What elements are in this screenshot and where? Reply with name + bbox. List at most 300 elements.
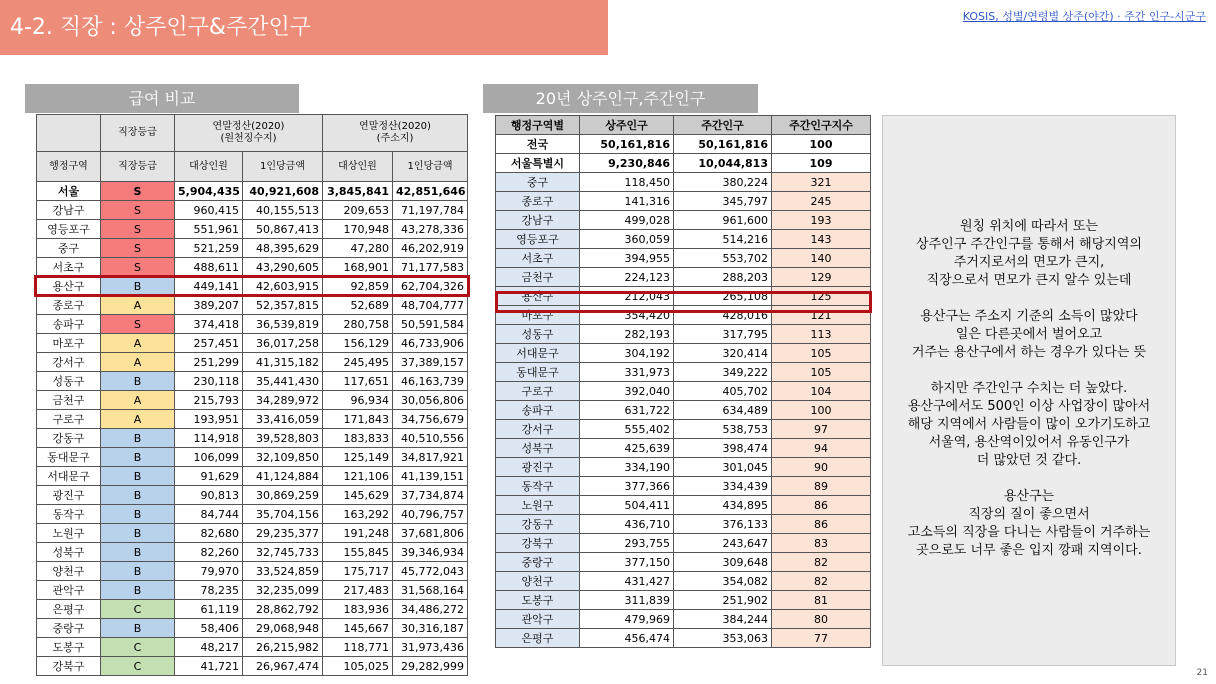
table-cell: 125,149 [323, 448, 393, 467]
table-cell: 서울특별시 [496, 154, 580, 173]
table-cell: 79,970 [175, 562, 243, 581]
table-cell: 96,934 [323, 391, 393, 410]
grade-cell: A [101, 391, 175, 410]
table-cell: 영등포구 [37, 220, 101, 239]
table-cell: 301,045 [674, 458, 772, 477]
table-row [496, 610, 871, 629]
page-number: 21 [1196, 668, 1208, 678]
table-cell: 140 [772, 249, 871, 268]
table-row [37, 201, 468, 220]
table-cell: 82,260 [175, 543, 243, 562]
table-row [37, 562, 468, 581]
table-row [37, 258, 468, 277]
table-cell: 41,721 [175, 657, 243, 676]
table-cell: 은평구 [496, 629, 580, 648]
table-row [496, 363, 871, 382]
table-cell: 449,141 [175, 277, 243, 296]
salary-header-cell: 대상인원 [175, 152, 243, 182]
table-cell: 46,733,906 [393, 334, 468, 353]
yongsan-highlight-left [34, 275, 470, 297]
table-cell: 155,845 [323, 543, 393, 562]
table-cell: 영등포구 [496, 230, 580, 249]
table-cell: 551,961 [175, 220, 243, 239]
table-row [37, 600, 468, 619]
table-cell: 163,292 [323, 505, 393, 524]
salary-header-cell: 행정구역 [37, 152, 101, 182]
table-cell: 서대문구 [37, 467, 101, 486]
table-cell: 117,651 [323, 372, 393, 391]
table-cell: 380,224 [674, 173, 772, 192]
table-cell: 86 [772, 515, 871, 534]
table-cell: 강서구 [37, 353, 101, 372]
table-cell: 50,161,816 [580, 135, 674, 154]
table-cell: 34,486,272 [393, 600, 468, 619]
table-cell: 90,813 [175, 486, 243, 505]
table-row [37, 638, 468, 657]
table-cell: 145,629 [323, 486, 393, 505]
table-cell: 중랑구 [37, 619, 101, 638]
table-cell: 209,653 [323, 201, 393, 220]
table-cell: 634,489 [674, 401, 772, 420]
table-cell: 36,017,258 [243, 334, 323, 353]
table-cell: 31,568,164 [393, 581, 468, 600]
table-cell: 317,795 [674, 325, 772, 344]
table-cell: 504,411 [580, 496, 674, 515]
table-cell: 92,859 [323, 277, 393, 296]
table-cell: 479,969 [580, 610, 674, 629]
table-cell: 41,124,884 [243, 467, 323, 486]
grade-cell: B [101, 277, 175, 296]
table-cell: 377,366 [580, 477, 674, 496]
population-table [495, 115, 871, 648]
table-cell: 125 [772, 287, 871, 306]
table-cell: 384,244 [674, 610, 772, 629]
table-cell: 377,150 [580, 553, 674, 572]
table-cell: 45,772,043 [393, 562, 468, 581]
table-cell: 43,278,336 [393, 220, 468, 239]
table-cell: 251,902 [674, 591, 772, 610]
salary-header-cell: 1인당금액 [243, 152, 323, 182]
table-cell: 송파구 [37, 315, 101, 334]
table-cell: 77 [772, 629, 871, 648]
table-cell: 40,921,608 [243, 182, 323, 201]
table-cell: 217,483 [323, 581, 393, 600]
table-cell: 91,629 [175, 467, 243, 486]
table-cell: 521,259 [175, 239, 243, 258]
table-cell: 중구 [496, 173, 580, 192]
table-cell: 334,439 [674, 477, 772, 496]
table-cell: 30,056,806 [393, 391, 468, 410]
table-cell: 마포구 [37, 334, 101, 353]
page-title: 4-2. 직장 : 상주인구&주간인구 [0, 0, 608, 55]
table-cell: 송파구 [496, 401, 580, 420]
table-cell: 183,936 [323, 600, 393, 619]
table-cell: 345,797 [674, 192, 772, 211]
population-header-cell: 주간인구 [674, 116, 772, 135]
yongsan-highlight-right [495, 291, 872, 313]
table-cell: 도봉구 [37, 638, 101, 657]
table-cell: 전국 [496, 135, 580, 154]
table-cell: 553,702 [674, 249, 772, 268]
table-row [37, 353, 468, 372]
table-cell: 89 [772, 477, 871, 496]
table-cell: 46,202,919 [393, 239, 468, 258]
table-cell: 105 [772, 363, 871, 382]
table-cell: 강동구 [496, 515, 580, 534]
table-row [37, 581, 468, 600]
table-cell: 168,901 [323, 258, 393, 277]
grade-cell: B [101, 429, 175, 448]
table-cell: 354,420 [580, 306, 674, 325]
table-cell: 428,016 [674, 306, 772, 325]
salary-header-cell: 연말정산(2020) (주소지) [323, 115, 468, 152]
grade-cell: C [101, 638, 175, 657]
grade-cell: B [101, 562, 175, 581]
table-row [496, 401, 871, 420]
table-cell: 280,758 [323, 315, 393, 334]
table-row [496, 629, 871, 648]
table-cell: 은평구 [37, 600, 101, 619]
grade-cell: A [101, 353, 175, 372]
table-row [496, 439, 871, 458]
table-row [496, 496, 871, 515]
table-cell: 113 [772, 325, 871, 344]
table-cell: 80 [772, 610, 871, 629]
table-cell: 193,951 [175, 410, 243, 429]
table-row [37, 182, 468, 201]
table-cell: 499,028 [580, 211, 674, 230]
table-cell: 32,745,733 [243, 543, 323, 562]
table-cell: 334,190 [580, 458, 674, 477]
table-row [37, 505, 468, 524]
table-row [37, 315, 468, 334]
table-cell: 42,851,646 [393, 182, 468, 201]
table-cell: 145,667 [323, 619, 393, 638]
table-cell: 동대문구 [37, 448, 101, 467]
table-row [496, 534, 871, 553]
grade-cell: A [101, 410, 175, 429]
salary-table [36, 114, 468, 676]
table-cell: 141,316 [580, 192, 674, 211]
grade-cell: B [101, 372, 175, 391]
table-cell: 62,704,326 [393, 277, 468, 296]
table-cell: 71,197,784 [393, 201, 468, 220]
table-cell: 86 [772, 496, 871, 515]
table-cell: 245 [772, 192, 871, 211]
table-cell: 34,756,679 [393, 410, 468, 429]
grade-cell: S [101, 315, 175, 334]
table-cell: 90 [772, 458, 871, 477]
table-row [496, 382, 871, 401]
table-cell: 434,895 [674, 496, 772, 515]
table-cell: 349,222 [674, 363, 772, 382]
table-cell: 106,099 [175, 448, 243, 467]
table-cell: 노원구 [37, 524, 101, 543]
population-header-row [496, 116, 871, 135]
table-cell: 304,192 [580, 344, 674, 363]
table-cell: 26,215,982 [243, 638, 323, 657]
table-cell: 40,510,556 [393, 429, 468, 448]
table-cell: 71,177,583 [393, 258, 468, 277]
grade-cell: B [101, 448, 175, 467]
table-row [496, 344, 871, 363]
table-cell: 170,948 [323, 220, 393, 239]
table-cell: 구로구 [496, 382, 580, 401]
table-cell: 436,710 [580, 515, 674, 534]
table-cell: 129 [772, 268, 871, 287]
table-cell: 354,082 [674, 572, 772, 591]
table-cell: 도봉구 [496, 591, 580, 610]
table-cell: 431,427 [580, 572, 674, 591]
table-cell: 514,216 [674, 230, 772, 249]
table-row [496, 553, 871, 572]
table-cell: 82 [772, 572, 871, 591]
table-cell: 171,843 [323, 410, 393, 429]
table-cell: 282,193 [580, 325, 674, 344]
table-cell: 41,139,151 [393, 467, 468, 486]
table-cell: 29,282,999 [393, 657, 468, 676]
table-cell: 82 [772, 553, 871, 572]
table-cell: 631,722 [580, 401, 674, 420]
table-cell: 46,163,739 [393, 372, 468, 391]
table-cell: 191,248 [323, 524, 393, 543]
table-cell: 48,395,629 [243, 239, 323, 258]
table-cell: 61,119 [175, 600, 243, 619]
table-row [37, 467, 468, 486]
table-cell: 48,217 [175, 638, 243, 657]
table-cell: 35,441,430 [243, 372, 323, 391]
salary-header-row-2 [37, 152, 468, 182]
table-cell: 320,414 [674, 344, 772, 363]
table-cell: 331,973 [580, 363, 674, 382]
table-row [496, 325, 871, 344]
table-cell: 94 [772, 439, 871, 458]
table-row [37, 543, 468, 562]
table-cell: 31,973,436 [393, 638, 468, 657]
table-cell: 48,704,777 [393, 296, 468, 315]
population-header-cell: 상주인구 [580, 116, 674, 135]
table-row [496, 135, 871, 154]
table-row [496, 420, 871, 439]
salary-comparison-header: 급여 비교 [25, 84, 299, 113]
table-cell: 40,796,757 [393, 505, 468, 524]
table-cell: 105,025 [323, 657, 393, 676]
table-cell: 456,474 [580, 629, 674, 648]
table-cell: 121,106 [323, 467, 393, 486]
table-cell: 193 [772, 211, 871, 230]
grade-cell: B [101, 581, 175, 600]
table-cell: 9,230,846 [580, 154, 674, 173]
table-cell: 강북구 [37, 657, 101, 676]
table-cell: 257,451 [175, 334, 243, 353]
table-cell: 43,290,605 [243, 258, 323, 277]
grade-cell: S [101, 258, 175, 277]
source-link[interactable]: KOSIS, 성별/연령별 상주(야간) · 주간 인구-시군구 [962, 10, 1206, 23]
table-cell: 118,771 [323, 638, 393, 657]
table-cell: 3,845,841 [323, 182, 393, 201]
table-cell: 광진구 [37, 486, 101, 505]
table-cell: 30,869,259 [243, 486, 323, 505]
table-row [496, 230, 871, 249]
table-cell: 52,689 [323, 296, 393, 315]
table-cell: 50,591,584 [393, 315, 468, 334]
table-cell: 성북구 [37, 543, 101, 562]
table-row [37, 524, 468, 543]
table-cell: 175,717 [323, 562, 393, 581]
table-row [37, 486, 468, 505]
salary-header-cell: 직장등급 [101, 152, 175, 182]
table-cell: 30,316,187 [393, 619, 468, 638]
table-cell: 39,346,934 [393, 543, 468, 562]
table-cell: 58,406 [175, 619, 243, 638]
table-cell: 82,680 [175, 524, 243, 543]
table-cell: 36,539,819 [243, 315, 323, 334]
note-paragraph: 하지만 주간인구 수치는 더 높았다. 용산구에서도 500인 이상 사업장이 많아서 해당 지역에서 사람들이 많이 오가기도하고 서울역, 용산역이있어서 유동인구가 더 많았던 것 같다. [907, 381, 1151, 468]
table-cell: 강서구 [496, 420, 580, 439]
table-row [37, 429, 468, 448]
table-cell: 109 [772, 154, 871, 173]
table-cell: 488,611 [175, 258, 243, 277]
grade-cell: B [101, 619, 175, 638]
table-row [37, 296, 468, 315]
table-cell: 215,793 [175, 391, 243, 410]
table-row [496, 572, 871, 591]
population-header: 20년 상주인구,주간인구 [483, 84, 758, 113]
table-cell: 성북구 [496, 439, 580, 458]
table-cell: 서대문구 [496, 344, 580, 363]
table-cell: 309,648 [674, 553, 772, 572]
grade-cell: S [101, 220, 175, 239]
table-cell: 29,235,377 [243, 524, 323, 543]
table-cell: 강북구 [496, 534, 580, 553]
table-cell: 양천구 [37, 562, 101, 581]
table-cell: 50,867,413 [243, 220, 323, 239]
table-cell: 265,108 [674, 287, 772, 306]
table-cell: 양천구 [496, 572, 580, 591]
table-row [37, 372, 468, 391]
table-cell: 121 [772, 306, 871, 325]
table-cell: 47,280 [323, 239, 393, 258]
table-cell: 311,839 [580, 591, 674, 610]
table-row [37, 619, 468, 638]
table-row [496, 249, 871, 268]
salary-header-cell [37, 115, 101, 152]
table-row [496, 154, 871, 173]
grade-cell: S [101, 239, 175, 258]
grade-cell: B [101, 467, 175, 486]
table-cell: 동작구 [496, 477, 580, 496]
salary-header-row-1 [37, 115, 468, 152]
grade-cell: S [101, 201, 175, 220]
table-cell: 강남구 [37, 201, 101, 220]
table-cell: 성동구 [496, 325, 580, 344]
table-cell: 100 [772, 401, 871, 420]
table-cell: 100 [772, 135, 871, 154]
table-cell: 83 [772, 534, 871, 553]
table-cell: 212,043 [580, 287, 674, 306]
table-cell: 293,755 [580, 534, 674, 553]
table-cell: 33,524,859 [243, 562, 323, 581]
grade-cell: B [101, 486, 175, 505]
table-cell: 353,063 [674, 629, 772, 648]
table-cell: 84,744 [175, 505, 243, 524]
table-cell: 394,955 [580, 249, 674, 268]
table-cell: 노원구 [496, 496, 580, 515]
table-row [37, 334, 468, 353]
table-cell: 243,647 [674, 534, 772, 553]
table-cell: 374,418 [175, 315, 243, 334]
table-cell: 금천구 [496, 268, 580, 287]
table-cell: 관악구 [37, 581, 101, 600]
table-cell: 관악구 [496, 610, 580, 629]
table-cell: 종로구 [496, 192, 580, 211]
table-cell: 114,918 [175, 429, 243, 448]
table-cell: 동대문구 [496, 363, 580, 382]
table-cell: 26,967,474 [243, 657, 323, 676]
table-cell: 245,495 [323, 353, 393, 372]
table-cell: 서초구 [496, 249, 580, 268]
table-cell: 34,289,972 [243, 391, 323, 410]
table-cell: 78,235 [175, 581, 243, 600]
table-cell: 29,068,948 [243, 619, 323, 638]
commentary-box [882, 115, 1176, 666]
table-cell: 금천구 [37, 391, 101, 410]
table-row [37, 657, 468, 676]
salary-header-cell: 1인당금액 [393, 152, 468, 182]
salary-header-cell: 연말정산(2020) (원천징수지) [175, 115, 323, 152]
table-cell: 37,389,157 [393, 353, 468, 372]
grade-cell: S [101, 182, 175, 201]
grade-cell: B [101, 543, 175, 562]
table-cell: 143 [772, 230, 871, 249]
table-cell: 42,603,915 [243, 277, 323, 296]
note-paragraph: 원칭 위치에 따라서 또는 상주인구 주간인구를 통해서 해당지역의 주거지로서의 면모가 큰지, 직장으로서 면모가 큰지 알수 있는데 [916, 219, 1142, 288]
table-cell: 32,235,099 [243, 581, 323, 600]
table-row [496, 458, 871, 477]
population-header-cell: 행정구역별 [496, 116, 580, 135]
table-cell: 용산구 [37, 277, 101, 296]
table-cell: 강동구 [37, 429, 101, 448]
table-cell: 광진구 [496, 458, 580, 477]
table-cell: 50,161,816 [674, 135, 772, 154]
table-row [496, 515, 871, 534]
table-cell: 183,833 [323, 429, 393, 448]
table-cell: 서초구 [37, 258, 101, 277]
grade-cell: C [101, 600, 175, 619]
table-cell: 39,528,803 [243, 429, 323, 448]
grade-cell: B [101, 524, 175, 543]
table-row [496, 173, 871, 192]
table-row [37, 391, 468, 410]
table-cell: 389,207 [175, 296, 243, 315]
table-row [37, 220, 468, 239]
table-cell: 5,904,435 [175, 182, 243, 201]
table-cell: 40,155,513 [243, 201, 323, 220]
table-cell: 321 [772, 173, 871, 192]
table-cell: 32,109,850 [243, 448, 323, 467]
grade-cell: B [101, 505, 175, 524]
population-header-cell: 주간인구지수 [772, 116, 871, 135]
table-cell: 230,118 [175, 372, 243, 391]
table-cell: 중구 [37, 239, 101, 258]
table-cell: 555,402 [580, 420, 674, 439]
table-cell: 종로구 [37, 296, 101, 315]
table-cell: 251,299 [175, 353, 243, 372]
table-row [37, 239, 468, 258]
salary-header-cell: 직장등급 [101, 115, 175, 152]
table-cell: 405,702 [674, 382, 772, 401]
table-row [496, 268, 871, 287]
